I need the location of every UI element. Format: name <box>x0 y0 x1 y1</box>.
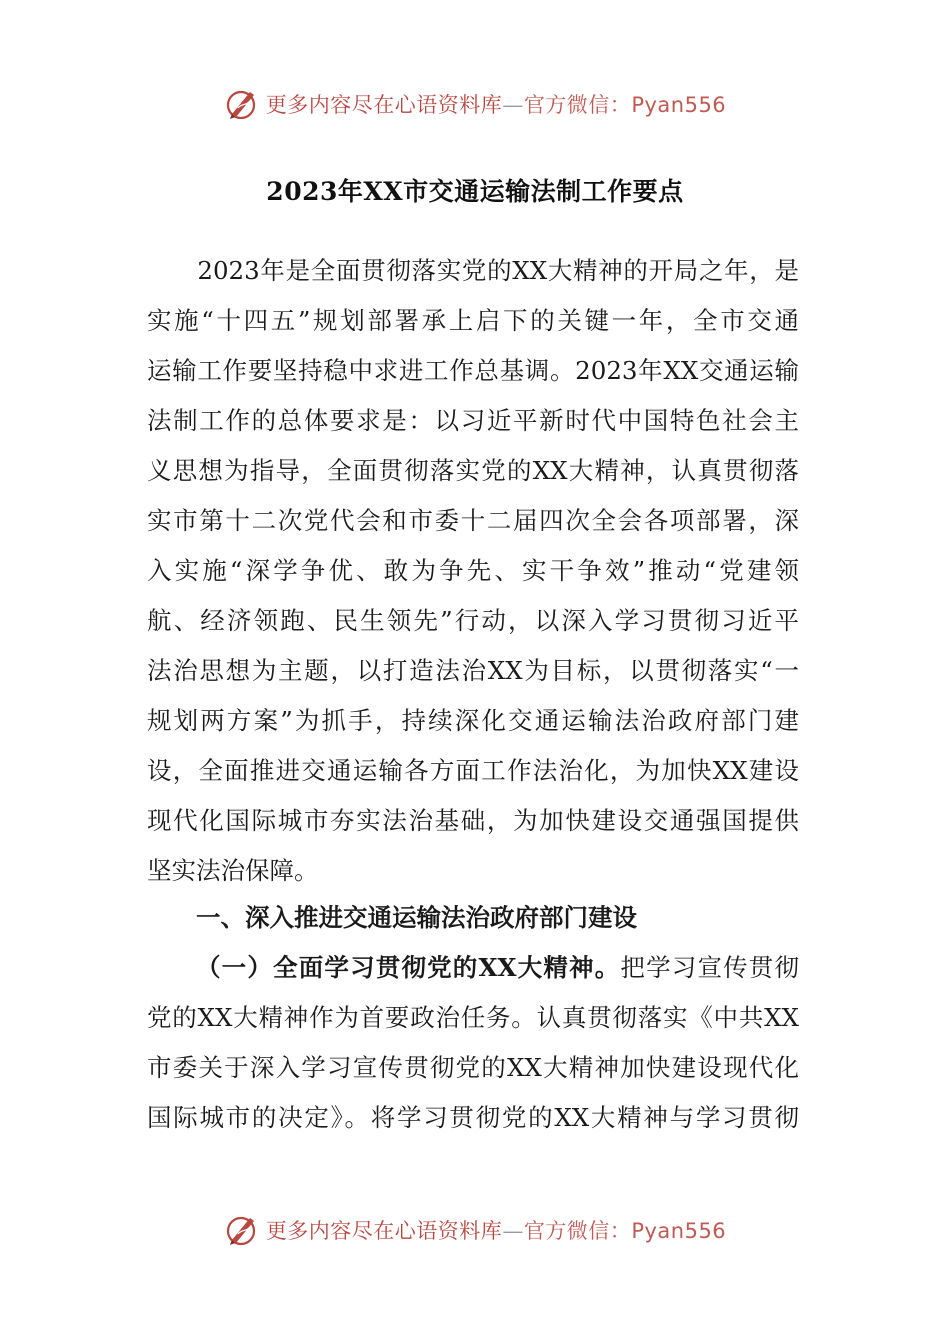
paragraph-line: 党的XX大精神作为首要政治任务。认真贯彻落实《中共XX <box>147 1003 799 1032</box>
paragraph-line: 法制工作的总体要求是：以习近平新时代中国特色社会主 <box>147 406 799 435</box>
watermark-dash: — <box>502 1219 524 1243</box>
item1-paragraph <box>147 943 799 1143</box>
watermark-text <box>266 1215 726 1245</box>
paragraph-line: 义思想为指导，全面贯彻落实党的XX大精神，认真贯彻落 <box>147 456 799 485</box>
intro-paragraph <box>147 246 799 896</box>
paragraph-line: 法治思想为主题，以打造法治XX为目标，以贯彻落实“一 <box>147 656 799 685</box>
paragraph-line <box>147 943 799 993</box>
paragraph-line: 2023年是全面贯彻落实党的XX大精神的开局之年，是 <box>147 256 799 285</box>
paragraph-line: 航、经济领跑、民生领先”行动，以深入学习贯彻习近平 <box>147 606 799 635</box>
pen-logo-icon <box>224 1212 260 1248</box>
header-watermark-banner <box>0 82 950 126</box>
watermark-wechat-label: 官方微信： <box>523 93 632 117</box>
paragraph-line: 市委关于深入学习宣传贯彻党的XX大精神加快建设现代化 <box>147 1053 799 1082</box>
paragraph-line: 坚实法治保障。 <box>147 856 319 885</box>
paragraph-line: 实施“十四五”规划部署承上启下的关键一年，全市交通 <box>147 306 799 335</box>
watermark-brand: 更多内容尽在心语资料库 <box>265 93 503 117</box>
paragraph-line: 设，全面推进交通运输各方面工作法治化，为加快XX建设 <box>147 756 799 785</box>
document-title: 2023年XX市交通运输法制工作要点 <box>266 177 684 206</box>
section-heading: 一、深入推进交通运输法治政府部门建设 <box>196 903 637 932</box>
paragraph-line: 运输工作要坚持稳中求进工作总基调。2023年XX交通运输 <box>147 356 799 385</box>
item-heading: （一）全面学习贯彻党的XX大精神。 <box>196 953 621 982</box>
footer-watermark-banner <box>0 1208 950 1252</box>
watermark-dash: — <box>502 93 524 117</box>
paragraph-line: 规划两方案”为抓手，持续深化交通运输法治政府部门建 <box>147 706 799 735</box>
paragraph-line: 现代化国际城市夯实法治基础，为加快建设交通强国提供 <box>147 806 799 835</box>
watermark-wechat-id: Pyan556 <box>631 1219 727 1243</box>
item-text: 把学习宣传贯彻 <box>620 953 799 982</box>
paragraph-line: 入实施“深学争优、敢为争先、实干争效”推动“党建领 <box>147 556 799 585</box>
paragraph-line: 国际城市的决定》。将学习贯彻党的XX大精神与学习贯彻 <box>147 1103 799 1132</box>
paragraph-line: 实市第十二次党代会和市委十二届四次全会各项部署，深 <box>147 506 799 535</box>
watermark-wechat-label: 官方微信： <box>523 1219 632 1243</box>
watermark-text <box>266 89 726 119</box>
pen-logo-icon <box>224 86 260 122</box>
watermark-brand: 更多内容尽在心语资料库 <box>265 1219 503 1243</box>
watermark-wechat-id: Pyan556 <box>631 93 727 117</box>
